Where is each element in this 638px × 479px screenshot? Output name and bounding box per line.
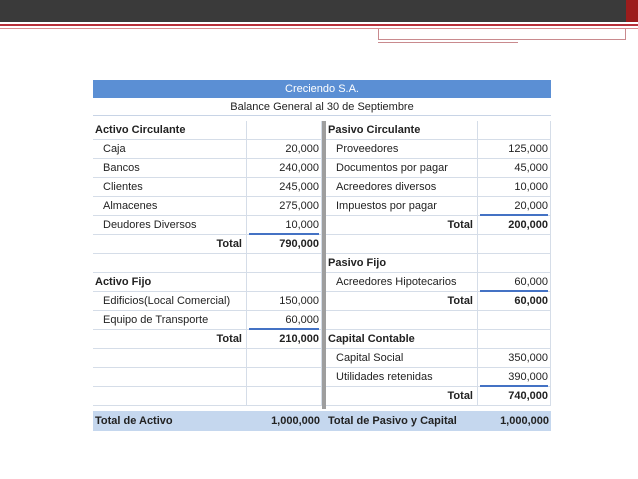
- amount-cell: 350,000: [478, 349, 551, 368]
- sum-underline: [480, 290, 548, 292]
- sum-underline: [249, 328, 319, 330]
- slide-top-accent: [626, 0, 638, 22]
- account-label: Almacenes: [93, 197, 247, 216]
- total-label: Total: [93, 235, 247, 254]
- account-label: Proveedores: [326, 140, 478, 159]
- amount-cell: [478, 254, 551, 273]
- sum-underline: [480, 385, 548, 387]
- account-label: Caja: [93, 140, 247, 159]
- slide-top-bar: [0, 0, 638, 22]
- total-label: Total: [326, 387, 478, 406]
- totals-footer: [93, 411, 551, 431]
- total-label: Total: [326, 216, 478, 235]
- total-amount: 790,000: [247, 235, 322, 254]
- account-label: [93, 349, 247, 368]
- decorative-line: [378, 42, 518, 43]
- amount-cell: 20,000: [247, 140, 322, 159]
- account-label: Documentos por pagar: [326, 159, 478, 178]
- column-separator: [322, 121, 326, 409]
- account-label: [93, 254, 247, 273]
- balance-sheet-table: [93, 80, 551, 431]
- account-label: Acreedores Hipotecarios: [326, 273, 478, 292]
- amount-cell: 60,000: [247, 311, 322, 330]
- account-label: Acreedores diversos: [326, 178, 478, 197]
- total-amount: 210,000: [247, 330, 322, 349]
- section-header: Pasivo Circulante: [326, 121, 478, 140]
- account-label: Impuestos por pagar: [326, 197, 478, 216]
- amount-cell: 60,000: [478, 273, 551, 292]
- account-label: Deudores Diversos: [93, 216, 247, 235]
- amount-cell: [478, 311, 551, 330]
- account-label: [93, 387, 247, 406]
- section-header: Activo Fijo: [93, 273, 247, 292]
- total-assets-label: Total de Activo: [95, 415, 173, 427]
- account-label: [93, 368, 247, 387]
- total-assets-value: 1,000,000: [271, 415, 320, 427]
- amount-cell: [247, 273, 322, 292]
- amount-cell: [247, 121, 322, 140]
- decorative-frame: [378, 29, 626, 40]
- balance-subtitle: Balance General al 30 de Septiembre: [93, 98, 551, 116]
- section-header: Capital Contable: [326, 330, 478, 349]
- account-label: Clientes: [93, 178, 247, 197]
- account-label: Bancos: [93, 159, 247, 178]
- account-label: [326, 311, 478, 330]
- amount-cell: [478, 235, 551, 254]
- amount-cell: [247, 368, 322, 387]
- total-amount: 200,000: [478, 216, 551, 235]
- amount-cell: [247, 387, 322, 406]
- amount-cell: 20,000: [478, 197, 551, 216]
- amount-cell: 245,000: [247, 178, 322, 197]
- amount-cell: [478, 330, 551, 349]
- section-header: Activo Circulante: [93, 121, 247, 140]
- account-label: Capital Social: [326, 349, 478, 368]
- amount-cell: 240,000: [247, 159, 322, 178]
- account-label: Utilidades retenidas: [326, 368, 478, 387]
- total-liabilities-label: Total de Pasivo y Capital: [328, 415, 457, 427]
- amount-cell: 10,000: [478, 178, 551, 197]
- account-label: Edificios(Local Comercial): [93, 292, 247, 311]
- sum-underline: [480, 214, 548, 216]
- company-title: Creciendo S.A.: [93, 80, 551, 98]
- amount-cell: 45,000: [478, 159, 551, 178]
- total-label: Total: [93, 330, 247, 349]
- amount-cell: 10,000: [247, 216, 322, 235]
- amount-cell: [247, 349, 322, 368]
- amount-cell: 275,000: [247, 197, 322, 216]
- total-label: Total: [326, 292, 478, 311]
- total-amount: 60,000: [478, 292, 551, 311]
- amount-cell: [247, 254, 322, 273]
- account-label: [326, 235, 478, 254]
- amount-cell: 150,000: [247, 292, 322, 311]
- section-header: Pasivo Fijo: [326, 254, 478, 273]
- account-label: Equipo de Transporte: [93, 311, 247, 330]
- amount-cell: 390,000: [478, 368, 551, 387]
- decorative-line: [0, 24, 638, 26]
- sum-underline: [249, 233, 319, 235]
- total-liabilities-value: 1,000,000: [500, 415, 549, 427]
- amount-cell: 125,000: [478, 140, 551, 159]
- total-amount: 740,000: [478, 387, 551, 406]
- amount-cell: [478, 121, 551, 140]
